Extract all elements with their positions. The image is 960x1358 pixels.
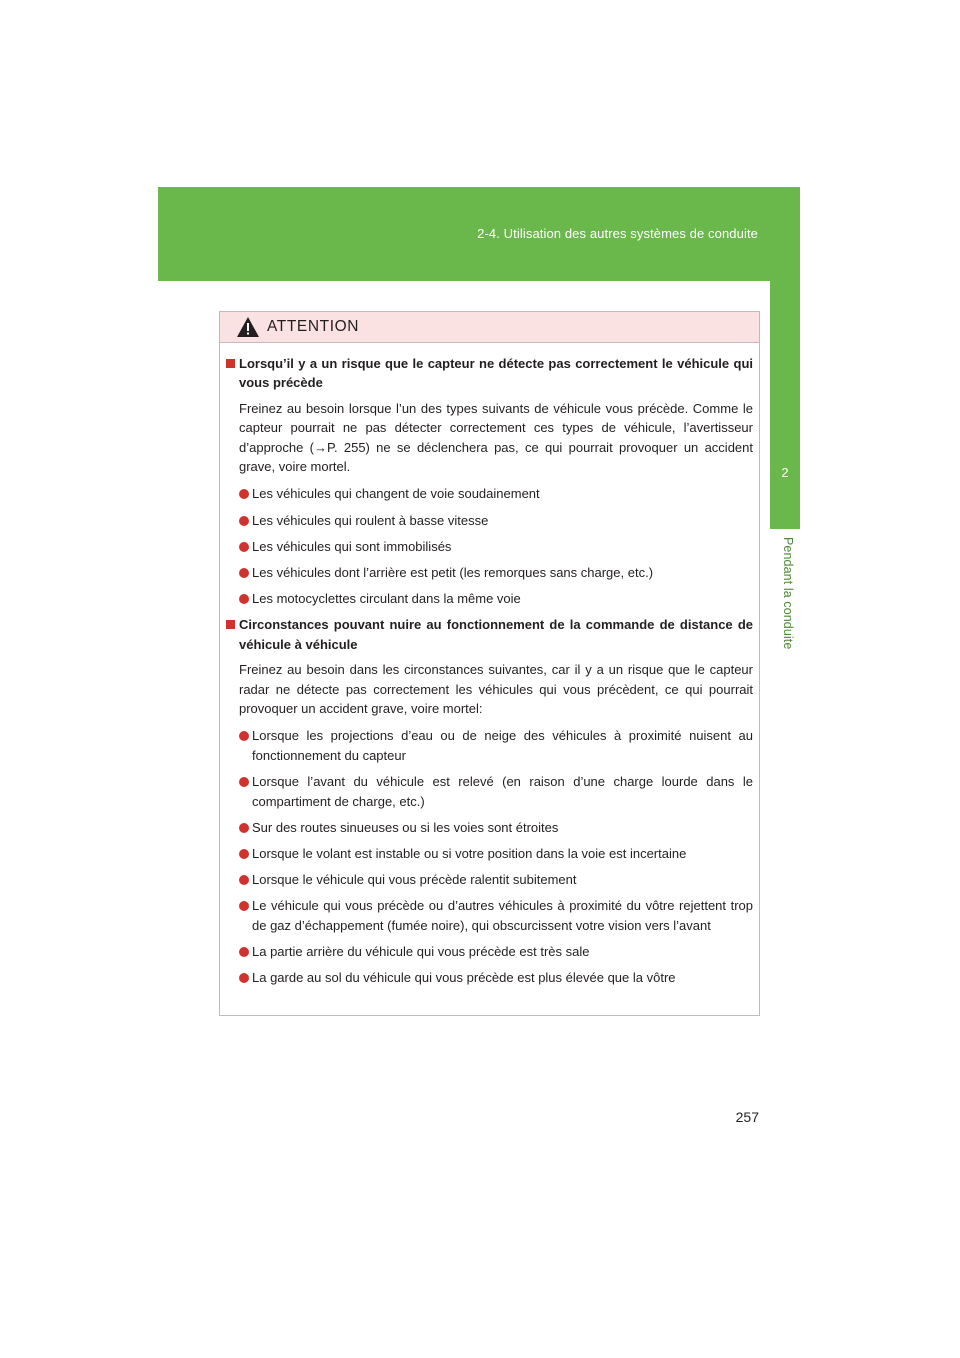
bullet-icon [239,489,249,499]
bullet-icon [239,947,249,957]
list-item: Les motocyclettes circulant dans la même voie [226,589,753,608]
bullet-icon [239,973,249,983]
bullet-icon [239,516,249,526]
bullet-icon [239,849,249,859]
section-title: 2-4. Utilisation des autres systèmes de conduite [477,226,758,241]
list-item: La garde au sol du véhicule qui vous précède est plus élevée que la vôtre [226,968,753,987]
warning-header [220,312,759,343]
list-item: Les véhicules qui changent de voie soudainement [226,484,753,503]
bullet-icon [239,731,249,741]
section-heading: Circonstances pouvant nuire au fonctionnement de la commande de distance de véhicule à véhicule [226,615,753,654]
warning-title: ATTENTION [267,318,360,335]
warning-body [220,343,759,988]
warning-triangle-icon [236,316,260,338]
section-heading: Lorsqu’il y a un risque que le capteur ne détecte pas correctement le véhicule qui vous précède [226,354,753,393]
list-item: Les véhicules qui sont immobilisés [226,537,753,556]
chapter-tab [770,281,800,529]
list-item: Les véhicules dont l’arrière est petit (les remorques sans charge, etc.) [226,563,753,582]
list-item: Le véhicule qui vous précède ou d’autres véhicules à proximité du vôtre rejettent trop de gaz d’échappement (fumée noire), qui obscurcissent votre vision vers l’avant [226,896,753,935]
chapter-number: 2 [781,465,789,480]
page-number: 257 [735,1109,759,1125]
paragraph: Freinez au besoin lorsque l’un des types suivants de véhicule vous précède. Comme le capteur pourrait ne pas détecter correctement ces types de véhicule, l’avertisseur d’approche (→P. 255) ne se déclenchera pas, ce qui pourrait provoquer un accident grave, voire mortel. [239,400,753,475]
section-header-band [158,187,800,281]
chapter-label: Pendant la conduite [781,537,795,650]
bullet-icon [239,875,249,885]
bullet-icon [239,823,249,833]
paragraph: Freinez au besoin dans les circonstances suivantes, car il y a un risque que le capteur radar ne détecte pas correctement les véhicules qui vous précèdent, ce qui pourrait provoquer un accident grave, voire mortel: [239,662,753,717]
bullet-icon [239,594,249,604]
square-marker-icon [226,359,235,368]
list-item: Lorsque les projections d’eau ou de neige des véhicules à proximité nuisent au fonctionnement du capteur [226,726,753,765]
list-item: Lorsque l’avant du véhicule est relevé (en raison d’une charge lourde dans le compartiment de charge, etc.) [226,772,753,811]
list-item: Sur des routes sinueuses ou si les voies sont étroites [226,818,753,837]
list-item: Lorsque le véhicule qui vous précède ralentit subitement [226,870,753,889]
list-item: La partie arrière du véhicule qui vous précède est très sale [226,942,753,961]
list-item: Les véhicules qui roulent à basse vitesse [226,511,753,530]
bullet-icon [239,901,249,911]
list-item: Lorsque le volant est instable ou si votre position dans la voie est incertaine [226,844,753,863]
bullet-icon [239,542,249,552]
bullet-icon [239,777,249,787]
bullet-icon [239,568,249,578]
warning-box [219,311,760,1016]
square-marker-icon [226,620,235,629]
